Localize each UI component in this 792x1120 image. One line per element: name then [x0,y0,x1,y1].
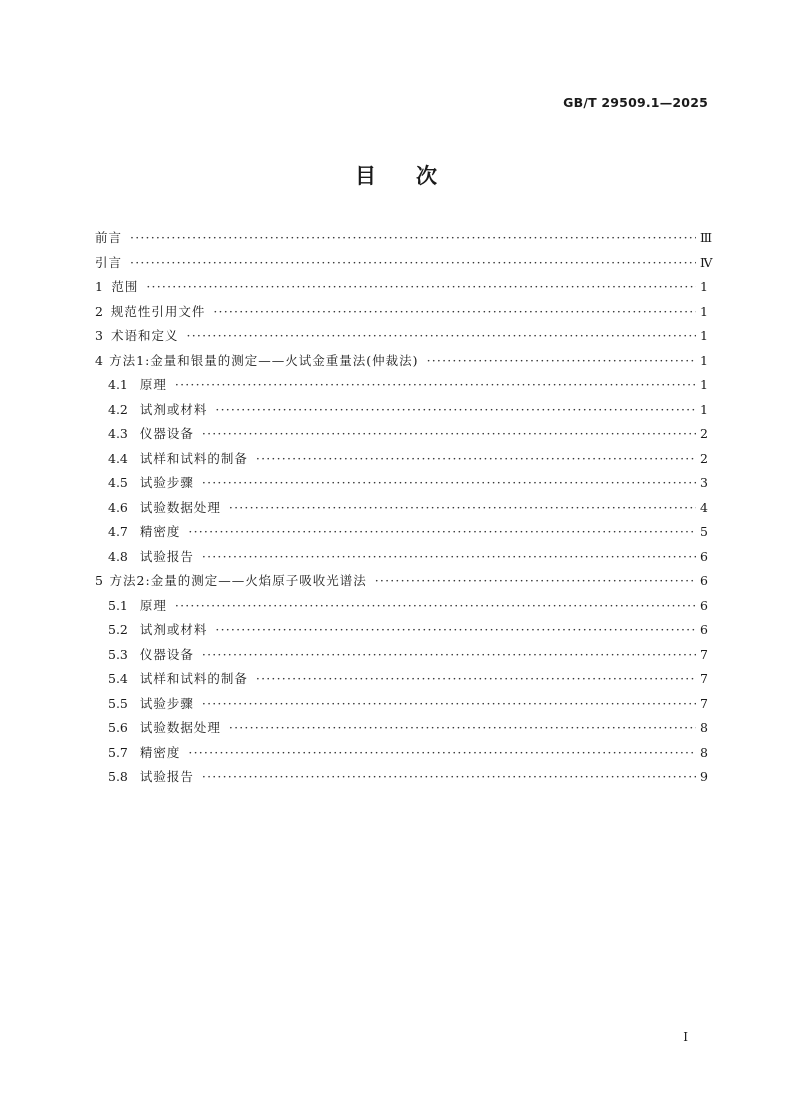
toc-entry-page: 1 [700,279,708,294]
toc-entry-label: 试验步骤 [139,695,194,711]
toc-entry-number: 5.6 [108,720,128,735]
toc-entry-label: 试验数据处理 [139,499,221,515]
toc-entry-page: 5 [700,524,708,539]
toc-entry-page: 2 [700,450,708,466]
title-char-2: 次 [416,163,437,188]
toc-entry-page: 7 [700,671,708,686]
toc-entry-number: 5.8 [108,769,128,784]
toc-entry[interactable] [95,765,708,790]
toc-entry-label: 精密度 [139,524,181,539]
toc-entry-page: 2 [700,426,708,441]
toc-entry-label: 引言 [95,254,123,270]
toc-entry-label: 仪器设备 [139,426,194,441]
toc-entry-page: 8 [700,744,708,760]
toc-leader-dots [130,251,696,276]
toc-entry[interactable] [95,545,708,570]
toc-leader-dots [202,471,696,496]
toc-leader-dots [375,569,696,594]
toc-leader-dots [175,594,696,619]
toc-entry-number: 4.4 [108,450,128,466]
toc-entry-number: 4.1 [108,377,128,392]
toc-entry-page: 6 [700,548,708,564]
toc-entry-page: 7 [700,646,708,662]
toc-leader-dots [256,667,696,692]
toc-entry-page: 8 [700,720,708,735]
toc-entry-label: 方法2:金量的测定——火焰原子吸收光谱法 [109,573,367,588]
toc-entry-label: 试验报告 [139,769,194,784]
toc-entry-number: 4.6 [108,499,128,515]
page-title [0,160,792,190]
toc-entry[interactable] [95,716,708,741]
toc-entry-page: Ⅲ [700,230,713,245]
toc-entry-label: 试验数据处理 [139,720,221,735]
toc-leader-dots [187,324,696,349]
toc-entry[interactable] [95,275,708,300]
toc-entry-number: 4.5 [108,475,128,490]
toc-entry-page: 9 [700,769,708,784]
toc-leader-dots [215,398,696,423]
toc-entry-label: 试验步骤 [139,475,194,490]
toc-entry-label: 原理 [139,377,167,392]
toc-entry-page: Ⅳ [700,254,713,270]
toc-entry-label: 方法1:金量和银量的测定——火试金重量法(仲裁法) [109,352,419,368]
toc-leader-dots [146,275,696,300]
toc-entry-number: 4 [95,352,103,368]
toc-entry[interactable] [95,594,708,619]
toc-leader-dots [202,692,696,717]
toc-entry-number: 4.3 [108,426,128,441]
toc-entry[interactable] [95,226,713,251]
toc-leader-dots [130,226,696,251]
toc-leader-dots [229,716,696,741]
toc-leader-dots [256,447,696,472]
toc-entry-page: 1 [700,377,708,392]
toc-leader-dots [175,373,696,398]
toc-entry-page: 1 [700,352,708,368]
toc-leader-dots [188,741,696,766]
toc-entry[interactable] [95,569,708,594]
toc-entry-page: 1 [700,328,708,343]
toc-entry-number: 5.7 [108,744,128,760]
toc-entry-number: 3 [95,328,103,343]
toc-entry-label: 精密度 [139,744,181,760]
toc-leader-dots [229,496,696,521]
toc-entry-page: 1 [700,401,708,417]
toc-entry-number: 4.8 [108,548,128,564]
toc-entry-number: 5.2 [108,622,128,637]
page-number: I [683,1030,688,1044]
toc-entry-label: 仪器设备 [139,646,194,662]
toc-leader-dots [202,765,696,790]
toc-entry[interactable] [95,643,708,668]
toc-entry[interactable] [95,398,708,423]
toc-entry[interactable] [95,692,708,717]
toc-entry-number: 1 [95,279,103,294]
toc-entry-label: 试样和试料的制备 [139,671,248,686]
toc-entry-page: 1 [700,303,708,319]
toc-entry[interactable] [95,667,708,692]
toc-entry-number: 5 [95,573,103,588]
toc-entry[interactable] [95,520,708,545]
toc-entry-label: 规范性引用文件 [110,303,206,319]
toc-leader-dots [188,520,696,545]
toc-entry[interactable] [95,471,708,496]
toc-entry-label: 试剂或材料 [139,401,208,417]
toc-entry-page: 3 [700,475,708,490]
toc-leader-dots [215,618,696,643]
toc-entry-label: 试剂或材料 [139,622,208,637]
toc-entry-number: 4.2 [108,401,128,417]
toc-entry-page: 6 [700,622,708,637]
toc-entry-number: 5.4 [108,671,128,686]
toc-entry-page: 7 [700,695,708,711]
toc-entry-page: 6 [700,597,708,613]
toc-entry[interactable] [95,741,708,766]
toc-entry[interactable] [95,496,708,521]
toc-entry[interactable] [95,251,713,276]
toc-entry-page: 6 [700,573,708,588]
toc-entry-label: 术语和定义 [111,328,179,343]
toc-entry-number: 5.5 [108,695,128,711]
toc-leader-dots [202,643,696,668]
toc-leader-dots [202,422,696,447]
toc-leader-dots [213,300,696,325]
toc-entry-number: 5.1 [108,597,128,613]
toc-entry[interactable] [95,618,708,643]
toc-entry[interactable] [95,300,708,325]
toc-entry-label: 试样和试料的制备 [139,450,248,466]
toc-entry[interactable] [95,447,708,472]
table-of-contents [95,226,713,790]
standard-code: GB/T 29509.1—2025 [563,95,708,110]
toc-entry-number: 5.3 [108,646,128,662]
toc-entry-page: 4 [700,499,708,515]
toc-entry[interactable] [95,373,708,398]
toc-entry[interactable] [95,349,708,374]
toc-entry-label: 原理 [139,597,167,613]
toc-leader-dots [202,545,696,570]
toc-entry-label: 前言 [95,230,123,245]
title-char-1: 目 [355,163,376,188]
toc-entry-number: 2 [95,303,103,319]
toc-entry-label: 范围 [111,279,139,294]
toc-leader-dots [427,349,696,374]
toc-entry[interactable] [95,422,708,447]
toc-entry[interactable] [95,324,708,349]
toc-entry-number: 4.7 [108,524,128,539]
toc-entry-label: 试验报告 [139,548,194,564]
